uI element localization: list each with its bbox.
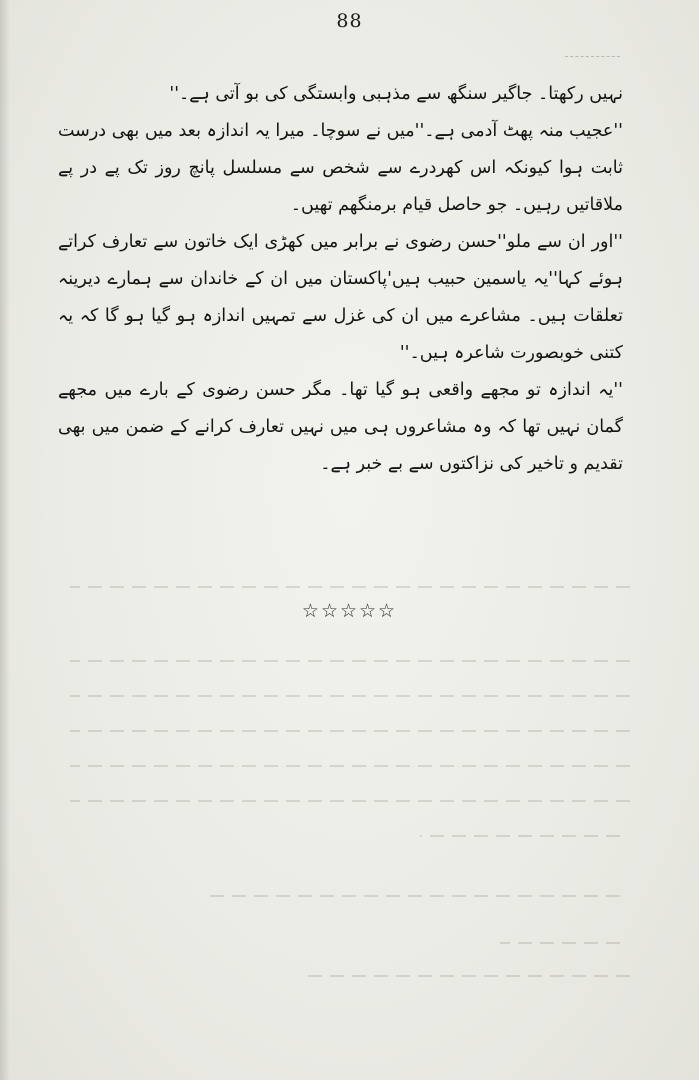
bleed-through-line — [70, 730, 630, 732]
page-edge-shadow — [0, 0, 10, 1080]
bleed-through-line — [70, 800, 630, 802]
section-break-stars: ☆☆☆☆☆ — [301, 600, 398, 622]
paragraph: نہیں رکھتا۔ جاگیر سنگھ سے مذہبی وابستگی کی بو آتی ہے۔'' — [169, 84, 623, 104]
bleed-through-line — [300, 975, 630, 977]
bleed-through-line — [210, 895, 620, 897]
header-rule — [565, 56, 620, 57]
bleed-through-line — [70, 660, 630, 662]
bleed-through-line — [500, 942, 620, 944]
paragraph: ''عجیب منہ پھٹ آدمی ہے۔''میں نے سوچا۔ میرا یہ اندازہ بعد میں بھی درست ثابت ہوا کیونکہ اس کھردرے سے شخص سے مسلسل پانچ روز تک پے در پے ملاقاتیں رہیں۔ جو حاصل قیام برمنگھم تھیں۔ — [58, 121, 623, 215]
body-text — [58, 76, 623, 483]
bleed-through-line — [420, 835, 620, 837]
bleed-through-line — [70, 695, 630, 697]
paragraph: ''یہ اندازہ تو مجھے واقعی ہو گیا تھا۔ مگر حسن رضوی کے بارے میں مجھے گمان نہیں تھا کہ وہ مشاعروں ہی میں نہیں تعارف کرانے کے ضمن میں بھی تقدیم و تاخیر کی نزاکتوں سے بے خبر ہے۔ — [58, 380, 623, 474]
paragraph: ''اور ان سے ملو''حسن رضوی نے برابر میں کھڑی ایک خاتون سے تعارف کراتے ہوئے کہا''یہ یاسمین حبیب ہیں'پاکستان میں ان کے خاندان سے ہمارے دیرینہ تعلقات ہیں۔ مشاعرے میں ان کی غزل سے تمہیں اندازہ ہو گیا ہو گا کہ یہ کتنی خوبصورت شاعرہ ہیں۔'' — [58, 232, 623, 363]
bleed-through-line — [70, 765, 630, 767]
page-number: 88 — [336, 10, 363, 32]
bleed-through-line — [70, 586, 630, 588]
